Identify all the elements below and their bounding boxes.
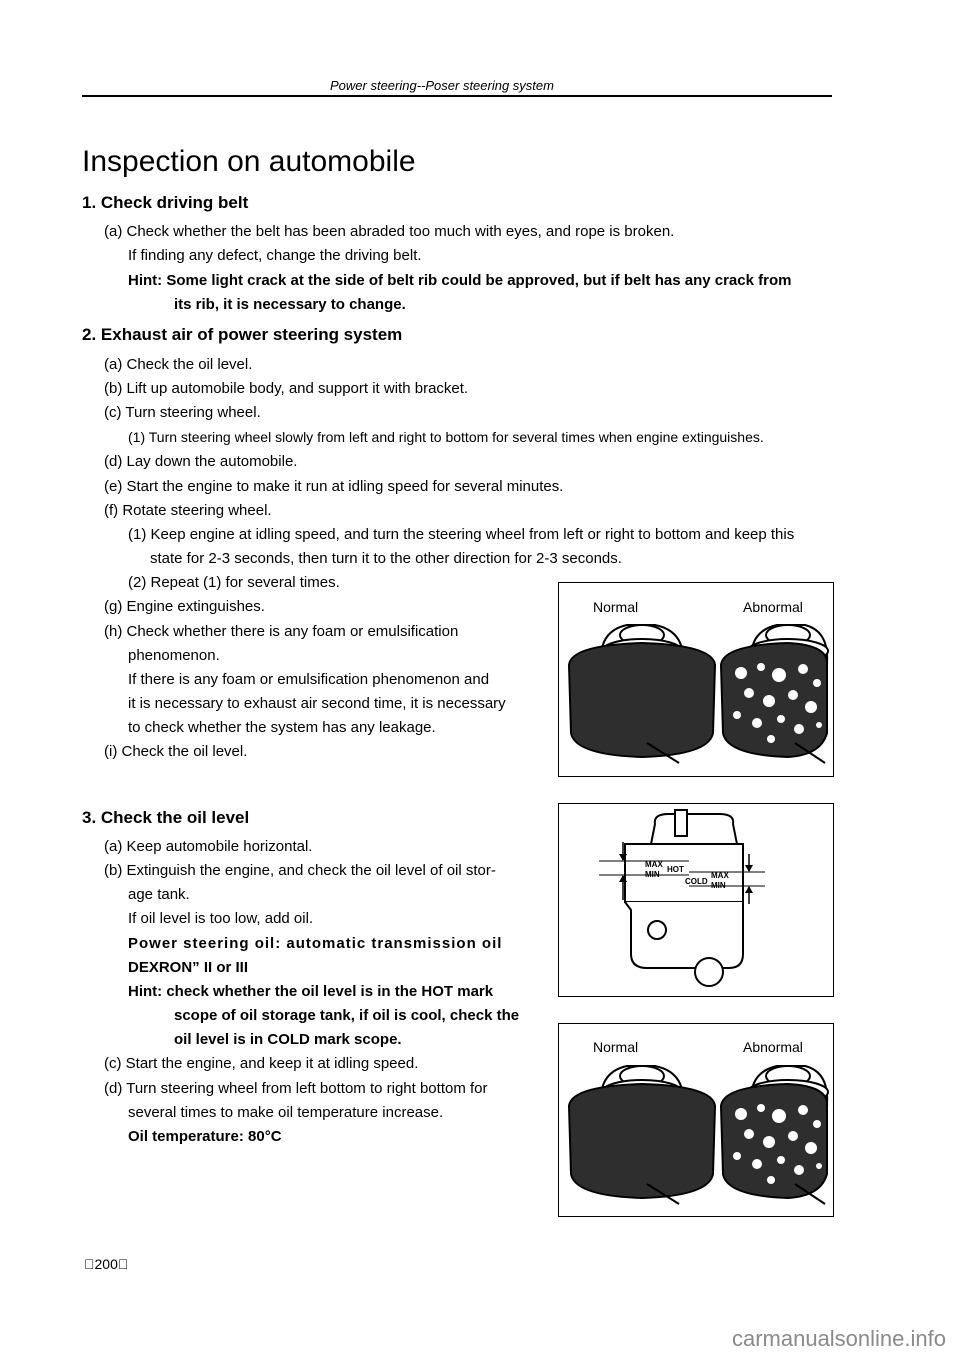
label-hot: HOT (667, 865, 684, 874)
s3-step-b-l3: If oil level is too low, add oil. (128, 910, 314, 927)
reservoir-illustration (559, 583, 833, 776)
label-min-hot-side: MIN (645, 870, 660, 879)
s2-step-h: (h) Check whether there is any foam or emulsification (104, 623, 459, 640)
running-header: Power steering--Poser steering system (330, 78, 554, 93)
reservoir-normal (569, 1066, 715, 1204)
label-max-cold-side: MAX (711, 871, 729, 880)
s1-hint: Hint: Some light crack at the side of belt rib could be approved, but if belt has any crack from (128, 272, 792, 289)
s3-step-d: (d) Turn steering wheel from left bottom to right bottom for (104, 1080, 488, 1097)
s3-hint-l3: oil level is in COLD mark scope. (174, 1031, 402, 1048)
figure-oil-level-marks (558, 803, 834, 997)
s3-oil-temp: Oil temperature: 80°C (128, 1128, 282, 1145)
reservoir-abnormal (721, 625, 828, 763)
s3-step-c: (c) Start the engine, and keep it at idling speed. (104, 1055, 419, 1072)
s2-step-h-l5: to check whether the system has any leakage. (128, 719, 436, 736)
header-rule (82, 95, 832, 97)
figure-foam-check-1 (558, 582, 834, 777)
oil-tank-illustration (559, 804, 833, 996)
s2-step-h-l2: phenomenon. (128, 647, 220, 664)
figure-foam-check-2 (558, 1023, 834, 1217)
label-abnormal: Abnormal (743, 599, 803, 615)
reservoir-abnormal (721, 1066, 828, 1204)
s2-step-f2: (2) Repeat (1) for several times. (128, 574, 340, 591)
reservoir-normal (569, 625, 715, 763)
watermark: carmanualsonline.info (731, 1326, 946, 1351)
s2-step-i: (i) Check the oil level. (104, 743, 248, 760)
label-abnormal: Abnormal (743, 1039, 803, 1055)
s3-step-b-l2: age tank. (128, 886, 190, 903)
s2-step-d: (d) Lay down the automobile. (104, 453, 298, 470)
s3-oil-spec-cont: DEXRON” II or III (128, 959, 249, 976)
s1-hint-cont: its rib, it is necessary to change. (174, 296, 406, 313)
s1-step-a-cont: If finding any defect, change the driving belt. (128, 247, 422, 264)
s3-hint-l2: scope of oil storage tank, if oil is cool, check the (174, 1007, 520, 1024)
label-normal: Normal (593, 1039, 639, 1055)
s2-step-f1: (1) Keep engine at idling speed, and turn the steering wheel from left or right to bottom and keep this (128, 526, 795, 543)
s2-step-b: (b) Lift up automobile body, and support it with bracket. (104, 380, 469, 397)
s2-step-h-l3: If there is any foam or emulsification phenomenon and (128, 671, 490, 688)
label-normal: Normal (593, 599, 639, 615)
label-cold: COLD (685, 877, 708, 886)
section-1-heading: 1. Check driving belt (82, 193, 249, 212)
page-title: Inspection on automobile (82, 145, 416, 178)
s2-step-a: (a) Check the oil level. (104, 356, 253, 373)
s2-step-g: (g) Engine extinguishes. (104, 598, 265, 615)
label-max-hot-side: MAX (645, 860, 663, 869)
s2-step-c: (c) Turn steering wheel. (104, 404, 261, 421)
s3-step-a: (a) Keep automobile horizontal. (104, 838, 313, 855)
s2-step-e: (e) Start the engine to make it run at idling speed for several minutes. (104, 478, 564, 495)
s2-step-f: (f) Rotate steering wheel. (104, 502, 272, 519)
s3-oil-spec: Power steering oil: automatic transmission oil (128, 935, 503, 952)
s3-step-b: (b) Extinguish the engine, and check the oil level of oil stor- (104, 862, 496, 879)
label-min-cold-side: MIN (711, 881, 726, 890)
s2-step-c1: (1) Turn steering wheel slowly from left and right to bottom for several times when engine extinguishes. (128, 429, 764, 445)
reservoir-illustration (559, 1024, 833, 1216)
s3-step-d-l2: several times to make oil temperature increase. (128, 1104, 444, 1121)
section-2-heading: 2. Exhaust air of power steering system (82, 325, 403, 344)
s1-step-a: (a) Check whether the belt has been abraded too much with eyes, and rope is broken. (104, 223, 675, 240)
page-number: 􀀀200􀀀 (84, 1256, 129, 1272)
s2-step-h-l4: it is necessary to exhaust air second time, it is necessary (128, 695, 506, 712)
section-3-heading: 3. Check the oil level (82, 808, 250, 827)
s3-hint: Hint: check whether the oil level is in the HOT mark (128, 983, 494, 1000)
s2-step-f1-cont: state for 2-3 seconds, then turn it to the other direction for 2-3 seconds. (150, 550, 622, 567)
